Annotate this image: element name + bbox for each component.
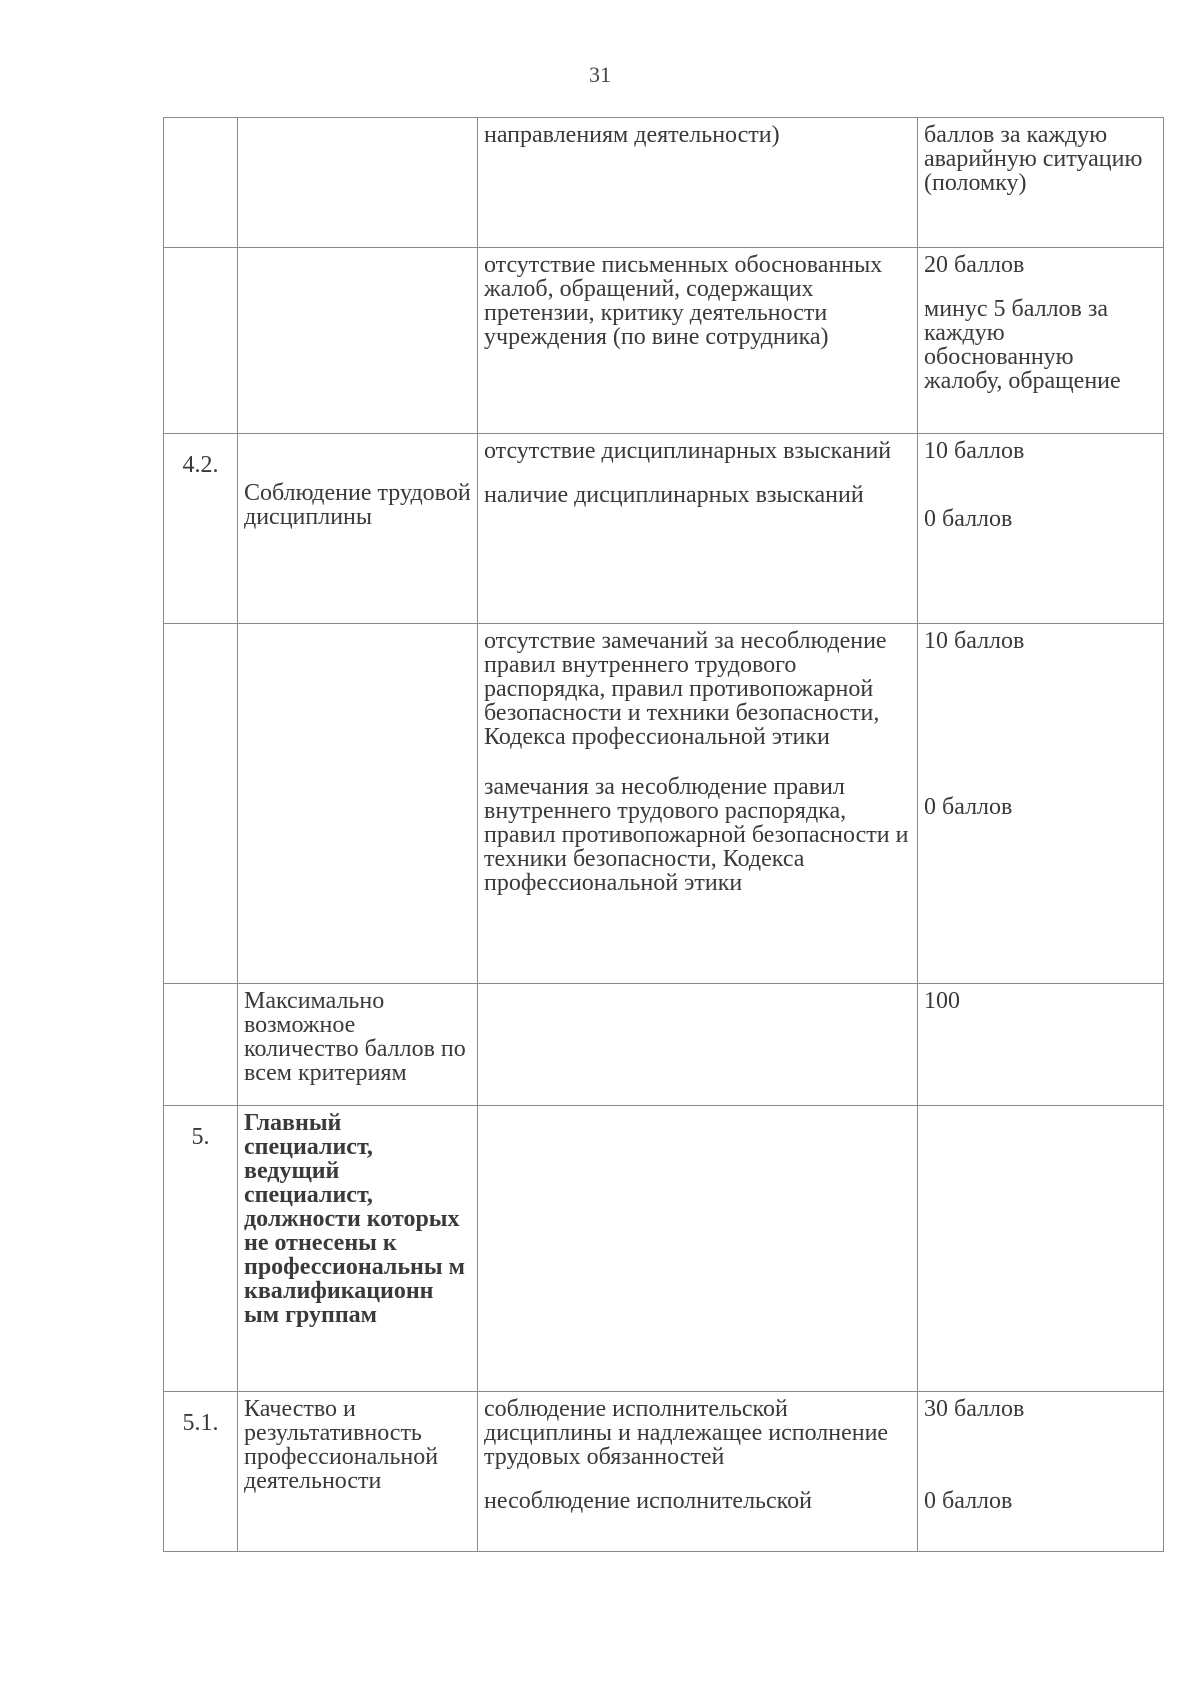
indicator-text: отсутствие письменных обоснованных жалоб, обращений, содержащих претензии, критику деятельности учреждения (по вине сотрудника) [484, 252, 883, 350]
score-cell [918, 434, 1164, 624]
indicator-text: соблюдение исполнительской дисциплины и надлежащее исполнение трудовых обязанностей [484, 1396, 889, 1470]
criterion-cell: Главный специалист, ведущий специалист, должности которых не отнесены к профессиональны м квалификационн ым группам [238, 1106, 478, 1392]
score-text: баллов за каждую аварийную ситуацию (поломку) [924, 122, 1143, 196]
indicator-cell [478, 434, 918, 624]
indicator-text: замечания за несоблюдение правил внутреннего трудового распорядка, правил противопожарной безопасности и техники безопасности, Кодекса профессиональной этики [484, 774, 909, 896]
table-row [164, 1106, 1164, 1392]
row-number-cell [164, 118, 238, 248]
indicator-text: несоблюдение исполнительской [484, 1488, 812, 1514]
criterion-cell [238, 118, 478, 248]
table-row [164, 624, 1164, 984]
criterion-text: Соблюдение трудовой дисциплины [244, 480, 471, 530]
score-text: 0 баллов [924, 1488, 1013, 1514]
row-number-cell [164, 248, 238, 434]
criterion-cell [238, 434, 478, 624]
indicator-cell [478, 1106, 918, 1392]
criteria-table [163, 117, 1164, 1552]
score-text: 0 баллов [924, 794, 1013, 820]
row-number-cell: 5.1. [164, 1392, 238, 1552]
table-row [164, 1392, 1164, 1552]
indicator-cell [478, 118, 918, 248]
table-row [164, 118, 1164, 248]
score-cell [918, 248, 1164, 434]
row-number-cell [164, 624, 238, 984]
page-number: 31 [589, 62, 611, 87]
indicator-text: направлениям деятельности) [484, 122, 780, 148]
score-cell [918, 118, 1164, 248]
score-text: 20 баллов [924, 252, 1025, 278]
table-row [164, 248, 1164, 434]
score-cell [918, 1106, 1164, 1392]
row-number-cell: 4.2. [164, 434, 238, 624]
table-row [164, 434, 1164, 624]
indicator-text: отсутствие замечаний за несоблюдение правил внутреннего трудового распорядка, правил противопожарной безопасности и техники безопасности, Кодекса профессиональной этики [484, 628, 887, 750]
score-text: 30 баллов [924, 1396, 1025, 1422]
criterion-cell [238, 624, 478, 984]
score-text: минус 5 баллов за каждую обоснованную жалобу, обращение [924, 296, 1121, 394]
indicator-cell [478, 984, 918, 1106]
indicator-text: отсутствие дисциплинарных взысканий [484, 438, 892, 464]
indicator-cell [478, 624, 918, 984]
score-text: 0 баллов [924, 506, 1013, 532]
score-cell: 100 [918, 984, 1164, 1106]
criterion-cell: Качество и результативность профессиональной деятельности [238, 1392, 478, 1552]
score-text: 10 баллов [924, 628, 1025, 654]
score-cell [918, 624, 1164, 984]
row-number-cell: 5. [164, 1106, 238, 1392]
indicator-cell [478, 1392, 918, 1552]
indicator-cell [478, 248, 918, 434]
criterion-cell [238, 248, 478, 434]
row-number-cell [164, 984, 238, 1106]
score-text: 10 баллов [924, 438, 1025, 464]
criterion-cell: Максимально возможное количество баллов по всем критериям [238, 984, 478, 1106]
score-cell [918, 1392, 1164, 1552]
table-row [164, 984, 1164, 1106]
indicator-text: наличие дисциплинарных взысканий [484, 482, 864, 508]
